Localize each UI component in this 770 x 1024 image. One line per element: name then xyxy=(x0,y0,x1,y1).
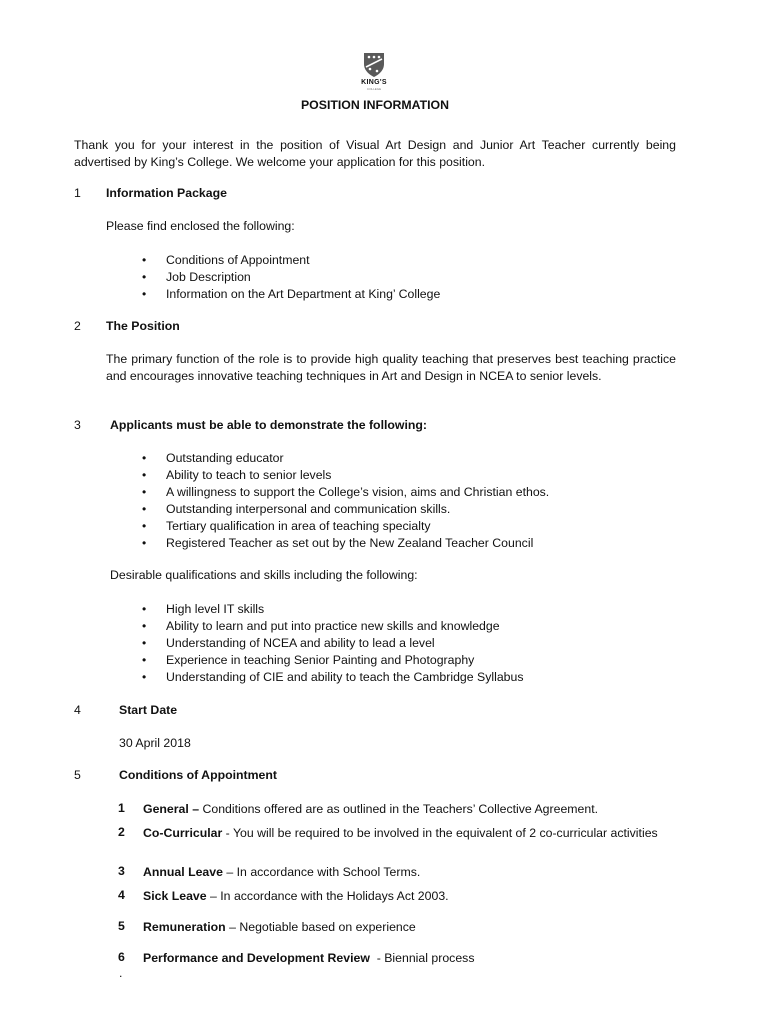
condition-label: Performance and Development Review xyxy=(143,951,370,965)
list-item: • Conditions of Appointment xyxy=(140,252,440,269)
logo-name: KING'S xyxy=(361,79,387,86)
condition-label: General – xyxy=(143,802,200,816)
section-number: 5 xyxy=(74,768,81,782)
list-item: • Tertiary qualification in area of teaching specialty xyxy=(140,518,549,535)
condition-item xyxy=(143,888,675,905)
list-item: • A willingness to support the College’s vision, aims and Christian ethos. xyxy=(140,484,549,501)
intro-paragraph: Thank you for your interest in the position of Visual Art Design and Junior Art Teacher currently being advertised by King’s College. We welcome your application for this position. xyxy=(74,138,676,169)
section-heading: Applicants must be able to demonstrate the following: xyxy=(110,418,428,432)
condition-item xyxy=(143,825,675,842)
condition-number: 3 xyxy=(118,864,125,878)
logo-subtitle: COLLEGE xyxy=(366,87,382,91)
condition-text: - Biennial process xyxy=(369,951,475,965)
condition-label: Co-Curricular xyxy=(143,826,223,840)
list-item: • Outstanding educator xyxy=(140,450,549,467)
list-item: • Ability to teach to senior levels xyxy=(140,467,549,484)
package-lead: Please find enclosed the following: xyxy=(106,219,295,233)
condition-item xyxy=(143,864,675,881)
list-item: • Understanding of NCEA and ability to lead a level xyxy=(140,635,524,652)
section-heading: Information Package xyxy=(106,186,227,200)
list-item: • High level IT skills xyxy=(140,601,524,618)
list-item: • Ability to learn and put into practice new skills and knowledge xyxy=(140,618,524,635)
crest-shield-icon xyxy=(363,52,385,78)
section-number: 4 xyxy=(74,703,81,717)
desirable-skills-list xyxy=(140,601,524,686)
package-list xyxy=(140,252,440,303)
condition-label: Remuneration xyxy=(143,920,226,934)
condition-item xyxy=(143,801,675,818)
trailing-mark: . xyxy=(119,966,123,980)
list-item: • Understanding of CIE and ability to teach the Cambridge Syllabus xyxy=(140,669,524,686)
desirable-lead: Desirable qualifications and skills including the following: xyxy=(110,568,418,582)
condition-text: - You will be required to be involved in the equivalent of 2 co-curricular activities xyxy=(222,826,658,840)
condition-text: – In accordance with School Terms. xyxy=(222,865,421,879)
start-date-value: 30 April 2018 xyxy=(119,736,191,750)
condition-text: Conditions offered are as outlined in the Teachers’ Collective Agreement. xyxy=(199,802,599,816)
section-heading: The Position xyxy=(106,319,180,333)
applicant-requirements-list xyxy=(140,450,549,552)
section-number: 1 xyxy=(74,186,81,200)
section-number: 3 xyxy=(74,418,81,432)
condition-number: 5 xyxy=(118,919,125,933)
condition-number: 1 xyxy=(118,801,125,815)
condition-item xyxy=(143,950,675,967)
section-heading: Start Date xyxy=(119,703,178,717)
condition-text: – Negotiable based on experience xyxy=(225,920,416,934)
list-item: • Job Description xyxy=(140,269,440,286)
list-item: • Experience in teaching Senior Painting and Photography xyxy=(140,652,524,669)
list-item: • Information on the Art Department at King’ College xyxy=(140,286,440,303)
condition-item xyxy=(143,919,675,936)
condition-number: 2 xyxy=(118,825,125,839)
condition-label: Sick Leave xyxy=(143,889,207,903)
condition-label: Annual Leave xyxy=(143,865,223,879)
condition-number: 6 xyxy=(118,950,125,964)
page-title: POSITION INFORMATION xyxy=(300,98,449,112)
condition-text: – In accordance with the Holidays Act 2003. xyxy=(206,889,449,903)
condition-number: 4 xyxy=(118,888,125,902)
college-logo xyxy=(354,52,394,91)
position-paragraph: The primary function of the role is to provide high quality teaching that preserves best teaching practice and encourages innovative teaching techniques in Art and Design in NCEA to senior levels. xyxy=(106,352,676,383)
section-heading: Conditions of Appointment xyxy=(119,768,278,782)
list-item: • Outstanding interpersonal and communication skills. xyxy=(140,501,549,518)
section-number: 2 xyxy=(74,319,81,333)
list-item: • Registered Teacher as set out by the New Zealand Teacher Council xyxy=(140,535,549,552)
